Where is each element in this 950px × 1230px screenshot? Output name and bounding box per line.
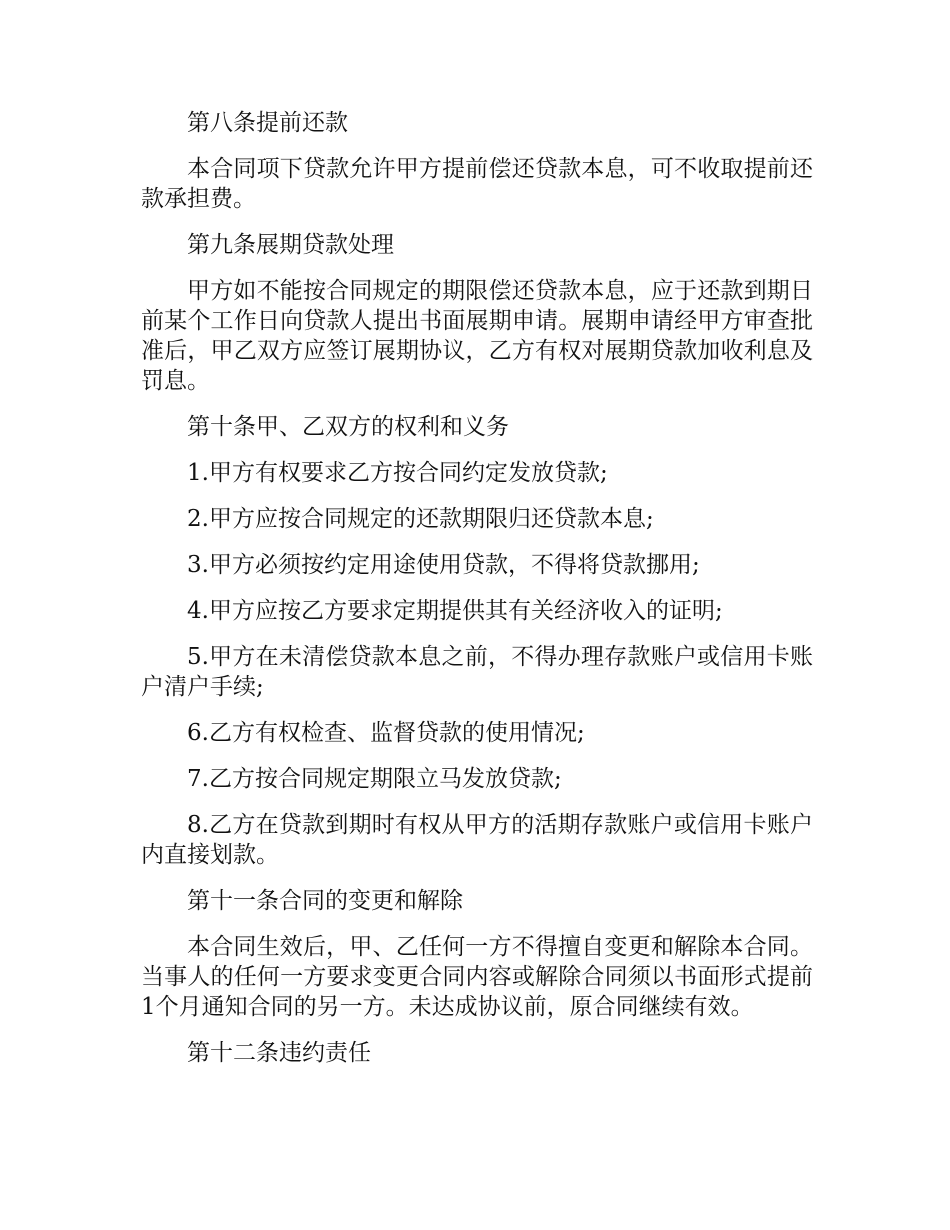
article-11-body: 本合同生效后，甲、乙任何一方不得擅自变更和解除本合同。当事人的任何一方要求变更合同内容或解除合同须以书面形式提前1个月通知合同的另一方。未达成协议前，原合同继续有效。 [141, 934, 813, 1020]
article-10-heading: 第十条甲、乙双方的权利和义务 [187, 414, 509, 440]
article-10-item-7: 7.乙方按合同规定期限立马发放贷款; [187, 766, 562, 792]
article-8-heading: 第八条提前还款 [187, 110, 348, 136]
article-10-item-5: 5.甲方在未清偿贷款本息之前，不得办理存款账户或信用卡账户清户手续; [141, 644, 813, 700]
article-9-body: 甲方如不能按合同规定的期限偿还贷款本息，应于还款到期日前某个工作日向贷款人提出书面展期申请。展期申请经甲方审查批准后，甲乙双方应签订展期协议，乙方有权对展期贷款加收利息及罚息。 [141, 278, 813, 394]
document-page [141, 108, 813, 1084]
article-12-heading: 第十二条违约责任 [187, 1040, 371, 1066]
article-10-item-4: 4.甲方应按乙方要求定期提供其有关经济收入的证明; [187, 598, 723, 624]
article-10-item-1: 1.甲方有权要求乙方按合同约定发放贷款; [187, 460, 608, 486]
article-10-item-3: 3.甲方必须按约定用途使用贷款，不得将贷款挪用; [187, 552, 700, 578]
article-8-body: 本合同项下贷款允许甲方提前偿还贷款本息，可不收取提前还款承担费。 [141, 156, 813, 212]
article-10-item-2: 2.甲方应按合同规定的还款期限归还贷款本息; [187, 506, 654, 532]
article-10-item-8: 8.乙方在贷款到期时有权从甲方的活期存款账户或信用卡账户内直接划款。 [141, 812, 813, 868]
article-9-heading: 第九条展期贷款处理 [187, 232, 394, 258]
article-11-heading: 第十一条合同的变更和解除 [187, 888, 463, 914]
article-10-item-6: 6.乙方有权检查、监督贷款的使用情况; [187, 720, 585, 746]
